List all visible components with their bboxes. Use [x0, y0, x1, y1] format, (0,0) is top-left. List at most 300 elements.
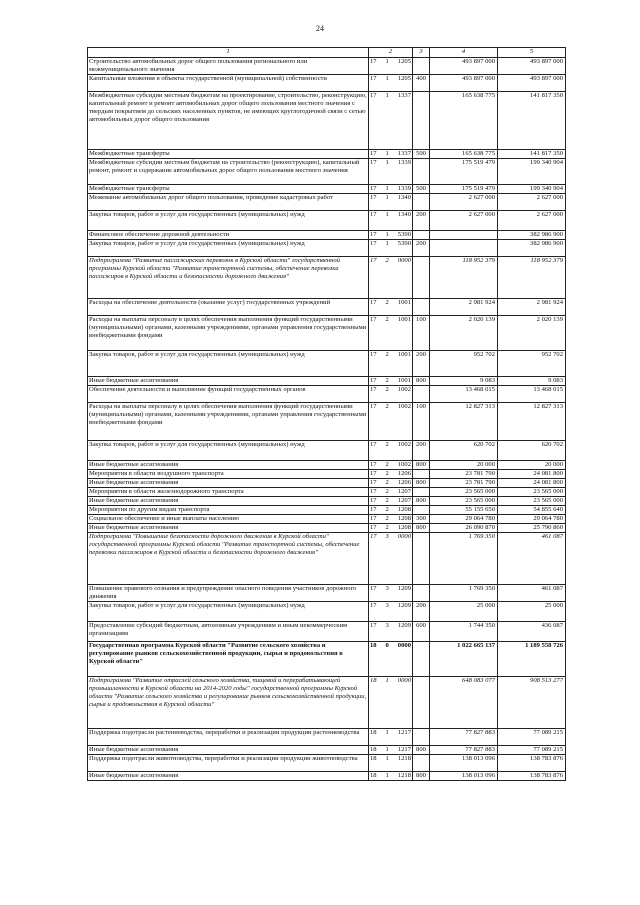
code-subprogram: 1 — [385, 746, 389, 753]
row-amount-year2: 12 827 313 — [498, 403, 566, 441]
row-amount-year1: 493 897 000 — [430, 58, 498, 75]
row-amount-year2: 9 083 — [498, 377, 566, 386]
code-direction: 1217 — [397, 729, 411, 736]
code-direction: 1339 — [397, 159, 411, 166]
table-row — [88, 403, 566, 441]
row-target-code — [369, 746, 413, 755]
code-program: 17 — [370, 377, 377, 384]
code-direction: 1002 — [397, 461, 411, 468]
row-target-code — [369, 772, 413, 781]
row-amount-year2: 138 783 876 — [498, 772, 566, 781]
column-header-4: 4 — [430, 48, 498, 58]
code-subprogram: 2 — [385, 461, 389, 468]
row-target-code — [369, 515, 413, 524]
column-header-1: 1 — [88, 48, 369, 58]
table-row — [88, 194, 566, 211]
row-expense-type: 800 — [413, 377, 430, 386]
table-row — [88, 386, 566, 403]
code-direction: 1207 — [397, 488, 411, 495]
code-subprogram: 3 — [385, 585, 389, 592]
code-subprogram: 1 — [385, 240, 389, 247]
row-amount-year1 — [430, 240, 498, 257]
row-amount-year2: 141 817 350 — [498, 92, 566, 150]
row-expense-type — [413, 257, 430, 299]
row-target-code — [369, 497, 413, 506]
row-amount-year1: 12 827 313 — [430, 403, 498, 441]
code-program: 18 — [370, 755, 377, 762]
code-program: 17 — [370, 585, 377, 592]
row-target-code — [369, 585, 413, 602]
row-name: Иные бюджетные ассигнования — [88, 377, 369, 386]
code-direction: 1218 — [397, 755, 411, 762]
row-name: Мероприятия по другим видам транспорта — [88, 506, 369, 515]
row-name: Мероприятия в области железнодорожного транспорта — [88, 488, 369, 497]
row-name: Закупка товаров, работ и услуг для государственных (муниципальных) нужд — [88, 351, 369, 377]
row-amount-year2: 1 189 558 726 — [498, 642, 566, 677]
row-name: Межбюджетные субсидии местным бюджетам на строительство (реконструкцию), капитальный ремонт, ремонт и содержание автомобильных дорог общего пользования местного значения — [88, 159, 369, 185]
row-name: Расходы на выплаты персоналу в целях обеспечения выполнения функций государственными (муниципальными) органами, казенными учреждениями, органами управления государственными внебюджетными фондами — [88, 316, 369, 351]
code-program: 17 — [370, 602, 377, 609]
row-expense-type: 800 — [413, 746, 430, 755]
code-direction: 1002 — [397, 403, 411, 410]
row-expense-type — [413, 488, 430, 497]
row-amount-year2: 25 790 860 — [498, 524, 566, 533]
code-subprogram: 2 — [385, 470, 389, 477]
page-number: 24 — [316, 24, 324, 33]
code-subprogram: 0 — [385, 642, 389, 649]
table-row — [88, 92, 566, 150]
row-amount-year2: 620 702 — [498, 441, 566, 461]
row-amount-year2: 25 000 — [498, 602, 566, 622]
row-name: Закупка товаров, работ и услуг для государственных (муниципальных) нужд — [88, 240, 369, 257]
code-subprogram: 2 — [385, 257, 389, 264]
row-amount-year1: 77 827 883 — [430, 729, 498, 746]
code-program: 17 — [370, 386, 377, 393]
row-expense-type — [413, 506, 430, 515]
row-target-code — [369, 642, 413, 677]
code-program: 17 — [370, 211, 377, 218]
row-target-code — [369, 403, 413, 441]
code-subprogram: 2 — [385, 497, 389, 504]
table-row — [88, 211, 566, 231]
code-subprogram: 1 — [385, 755, 389, 762]
row-expense-type — [413, 159, 430, 185]
row-target-code — [369, 150, 413, 159]
table-row — [88, 524, 566, 533]
row-amount-year1: 2 981 924 — [430, 299, 498, 316]
row-name: Обеспечение деятельности и выполнение функций государственных органов — [88, 386, 369, 403]
row-expense-type: 200 — [413, 602, 430, 622]
code-direction: 1001 — [397, 316, 411, 323]
row-amount-year2: 382 986 900 — [498, 240, 566, 257]
row-target-code — [369, 159, 413, 185]
code-program: 17 — [370, 240, 377, 247]
row-target-code — [369, 755, 413, 772]
code-program: 17 — [370, 316, 377, 323]
code-program: 17 — [370, 497, 377, 504]
row-name: Подпрограмма "Развитие пассажирских перевозок в Курской области" государственной программы Курской области "Развитие транспортной системы, обеспечение перевозки пассажиров в Курской области и безопасности дорожного движения" — [88, 257, 369, 299]
row-amount-year1: 2 627 000 — [430, 194, 498, 211]
row-expense-type: 800 — [413, 461, 430, 470]
code-direction: 1002 — [397, 441, 411, 448]
code-program: 17 — [370, 231, 377, 238]
row-name: Повышение правового сознания и предупреждение опасного поведения участников дорожного движения — [88, 585, 369, 602]
row-amount-year1: 77 827 883 — [430, 746, 498, 755]
code-direction: 1209 — [397, 602, 411, 609]
row-name: Капитальные вложения в объекты государственной (муниципальной) собственности — [88, 75, 369, 92]
row-amount-year2: 141 817 350 — [498, 150, 566, 159]
table-row — [88, 75, 566, 92]
row-amount-year1: 55 155 650 — [430, 506, 498, 515]
row-amount-year2: 20 000 — [498, 461, 566, 470]
row-amount-year1: 23 781 790 — [430, 470, 498, 479]
row-amount-year1: 20 000 — [430, 461, 498, 470]
table-body — [88, 58, 566, 781]
table-row — [88, 602, 566, 622]
code-direction: 1001 — [397, 351, 411, 358]
code-program: 17 — [370, 351, 377, 358]
row-expense-type — [413, 533, 430, 585]
code-direction: 1209 — [397, 585, 411, 592]
row-expense-type: 200 — [413, 211, 430, 231]
row-target-code — [369, 677, 413, 729]
row-expense-type: 200 — [413, 240, 430, 257]
row-expense-type — [413, 755, 430, 772]
row-expense-type: 400 — [413, 75, 430, 92]
code-subprogram: 1 — [385, 92, 389, 99]
row-amount-year1: 1 769 350 — [430, 533, 498, 585]
code-direction: 1207 — [397, 497, 411, 504]
table-row — [88, 755, 566, 772]
row-amount-year2: 23 565 000 — [498, 497, 566, 506]
row-amount-year1: 23 565 000 — [430, 488, 498, 497]
row-amount-year2: 23 565 000 — [498, 488, 566, 497]
row-amount-year1: 620 702 — [430, 441, 498, 461]
row-name: Межевание автомобильных дорог общего пользования, проведение кадастровых работ — [88, 194, 369, 211]
code-subprogram: 1 — [385, 150, 389, 157]
table-row — [88, 441, 566, 461]
table-row — [88, 746, 566, 755]
table-row — [88, 642, 566, 677]
row-amount-year1: 26 090 870 — [430, 524, 498, 533]
code-subprogram: 1 — [385, 194, 389, 201]
code-program: 17 — [370, 92, 377, 99]
row-target-code — [369, 488, 413, 497]
table-row — [88, 772, 566, 781]
code-subprogram: 2 — [385, 479, 389, 486]
code-subprogram: 1 — [385, 677, 389, 684]
code-program: 17 — [370, 441, 377, 448]
code-direction: 1217 — [397, 746, 411, 753]
row-expense-type: 800 — [413, 479, 430, 488]
code-direction: 1206 — [397, 479, 411, 486]
row-amount-year2: 2 981 924 — [498, 299, 566, 316]
row-amount-year1: 165 638 775 — [430, 150, 498, 159]
code-subprogram: 2 — [385, 316, 389, 323]
code-subprogram: 1 — [385, 772, 389, 779]
code-program: 18 — [370, 772, 377, 779]
row-expense-type: 300 — [413, 515, 430, 524]
column-header-5: 5 — [498, 48, 566, 58]
row-amount-year2: 138 783 876 — [498, 755, 566, 772]
row-name: Межбюджетные субсидии местным бюджетам на проектирование, строительство, реконструкцию, капитальный ремонт и ремонт автомобильных дорог общего пользования местного значения с твердым покрытием до сельских населенных пунктов, не имеющих круглогодичной связи с сетью автомобильных дорог общего пользования — [88, 92, 369, 150]
row-expense-type — [413, 194, 430, 211]
row-expense-type — [413, 58, 430, 75]
row-expense-type — [413, 677, 430, 729]
code-subprogram: 1 — [385, 231, 389, 238]
row-amount-year1: 175 519 479 — [430, 159, 498, 185]
row-name: Поддержка подотрасли животноводства, переработки и реализации продукции животноводства — [88, 755, 369, 772]
code-direction: 1208 — [397, 506, 411, 513]
row-amount-year2: 77 089 215 — [498, 746, 566, 755]
code-program: 17 — [370, 488, 377, 495]
row-name: Государственная программа Курской области "Развитие сельского хозяйства и регулирование рынков сельскохозяйственной продукции, сырья и продовольствия в Курской области" — [88, 642, 369, 677]
code-direction: 5390 — [397, 240, 411, 247]
row-target-code — [369, 231, 413, 240]
column-header-row — [88, 48, 566, 58]
code-direction: 0000 — [397, 642, 411, 649]
row-amount-year1: 23 781 790 — [430, 479, 498, 488]
row-name: Поддержка подотрасли растениеводства, переработки и реализации продукции растениеводства — [88, 729, 369, 746]
table-row — [88, 515, 566, 524]
row-name: Межбюджетные трансферты — [88, 185, 369, 194]
table-row — [88, 240, 566, 257]
row-name: Расходы на выплаты персоналу в целях обеспечения выполнения функций государственными (муниципальными) органами, казенными учреждениями, органами управления государственными внебюджетными фондами — [88, 403, 369, 441]
row-amount-year2: 382 986 900 — [498, 231, 566, 240]
row-target-code — [369, 75, 413, 92]
row-target-code — [369, 729, 413, 746]
row-amount-year1: 13 468 015 — [430, 386, 498, 403]
code-subprogram: 2 — [385, 386, 389, 393]
row-expense-type: 800 — [413, 772, 430, 781]
row-expense-type: 800 — [413, 524, 430, 533]
code-program: 17 — [370, 194, 377, 201]
row-expense-type — [413, 470, 430, 479]
row-target-code — [369, 211, 413, 231]
column-header-2: 2 — [369, 48, 413, 58]
code-direction: 1205 — [397, 75, 411, 82]
table-row — [88, 461, 566, 470]
row-expense-type: 200 — [413, 351, 430, 377]
code-subprogram: 2 — [385, 515, 389, 522]
row-name: Социальное обеспечение и иные выплаты населению — [88, 515, 369, 524]
row-amount-year1: 1 744 350 — [430, 622, 498, 642]
row-name: Закупка товаров, работ и услуг для государственных (муниципальных) нужд — [88, 211, 369, 231]
row-expense-type: 500 — [413, 150, 430, 159]
code-program: 17 — [370, 75, 377, 82]
row-amount-year1: 138 013 096 — [430, 755, 498, 772]
code-program: 17 — [370, 506, 377, 513]
row-name: Строительство автомобильных дорог общего пользования регионального или межмуниципального значения — [88, 58, 369, 75]
code-direction: 0000 — [397, 257, 411, 264]
code-program: 18 — [370, 642, 377, 649]
table-row — [88, 479, 566, 488]
row-amount-year2: 2 627 000 — [498, 194, 566, 211]
row-target-code — [369, 92, 413, 150]
code-subprogram: 3 — [385, 533, 389, 540]
row-target-code — [369, 479, 413, 488]
row-name: Финансовое обеспечение дорожной деятельности — [88, 231, 369, 240]
row-amount-year1: 23 565 000 — [430, 497, 498, 506]
row-amount-year2: 493 897 000 — [498, 75, 566, 92]
row-expense-type: 100 — [413, 316, 430, 351]
row-amount-year1: 1 769 350 — [430, 585, 498, 602]
code-subprogram: 2 — [385, 377, 389, 384]
row-name: Иные бюджетные ассигнования — [88, 524, 369, 533]
code-program: 17 — [370, 461, 377, 468]
row-target-code — [369, 461, 413, 470]
code-direction: 1001 — [397, 299, 411, 306]
row-expense-type: 100 — [413, 403, 430, 441]
code-program: 17 — [370, 622, 377, 629]
code-direction: 1337 — [397, 92, 411, 99]
row-name: Иные бюджетные ассигнования — [88, 461, 369, 470]
row-amount-year2: 2 020 139 — [498, 316, 566, 351]
code-direction: 0000 — [397, 533, 411, 540]
code-program: 17 — [370, 58, 377, 65]
table-row — [88, 231, 566, 240]
row-amount-year2: 436 087 — [498, 622, 566, 642]
row-target-code — [369, 299, 413, 316]
row-target-code — [369, 441, 413, 461]
row-amount-year1: 118 952 379 — [430, 257, 498, 299]
row-amount-year2: 13 468 015 — [498, 386, 566, 403]
row-expense-type — [413, 231, 430, 240]
row-amount-year1: 648 083 077 — [430, 677, 498, 729]
row-expense-type — [413, 92, 430, 150]
table-row — [88, 729, 566, 746]
code-program: 17 — [370, 470, 377, 477]
row-amount-year2: 493 897 000 — [498, 58, 566, 75]
code-direction: 1209 — [397, 622, 411, 629]
code-program: 17 — [370, 524, 377, 531]
code-program: 18 — [370, 729, 377, 736]
column-header-3: 3 — [413, 48, 430, 58]
code-program: 17 — [370, 299, 377, 306]
code-direction: 1001 — [397, 377, 411, 384]
budget-table — [87, 47, 566, 781]
table-row — [88, 677, 566, 729]
code-subprogram: 1 — [385, 75, 389, 82]
row-name: Мероприятия в области воздушного транспорта — [88, 470, 369, 479]
code-subprogram: 2 — [385, 441, 389, 448]
row-name: Иные бюджетные ассигнования — [88, 479, 369, 488]
code-subprogram: 1 — [385, 729, 389, 736]
code-direction: 1340 — [397, 194, 411, 201]
row-target-code — [369, 185, 413, 194]
code-direction: 0000 — [397, 677, 411, 684]
row-target-code — [369, 622, 413, 642]
row-amount-year1: 138 013 096 — [430, 772, 498, 781]
table-row — [88, 533, 566, 585]
table-row — [88, 488, 566, 497]
row-name: Закупка товаров, работ и услуг для государственных (муниципальных) нужд — [88, 441, 369, 461]
row-name: Межбюджетные трансферты — [88, 150, 369, 159]
code-subprogram: 2 — [385, 403, 389, 410]
row-expense-type — [413, 299, 430, 316]
row-expense-type: 800 — [413, 497, 430, 506]
code-program: 17 — [370, 159, 377, 166]
table-row — [88, 150, 566, 159]
row-target-code — [369, 351, 413, 377]
row-amount-year1: 1 022 665 137 — [430, 642, 498, 677]
row-amount-year1: 25 000 — [430, 602, 498, 622]
code-direction: 1206 — [397, 470, 411, 477]
code-program: 17 — [370, 257, 377, 264]
code-direction: 1337 — [397, 150, 411, 157]
row-expense-type — [413, 642, 430, 677]
row-target-code — [369, 602, 413, 622]
row-target-code — [369, 506, 413, 515]
code-subprogram: 2 — [385, 488, 389, 495]
row-target-code — [369, 194, 413, 211]
table-row — [88, 58, 566, 75]
row-amount-year1: 29 064 780 — [430, 515, 498, 524]
code-direction: 1340 — [397, 211, 411, 218]
row-target-code — [369, 316, 413, 351]
code-direction: 1208 — [397, 515, 411, 522]
row-amount-year2: 29 064 780 — [498, 515, 566, 524]
code-direction: 1205 — [397, 58, 411, 65]
row-name: Иные бюджетные ассигнования — [88, 772, 369, 781]
row-amount-year1: 493 897 000 — [430, 75, 498, 92]
row-expense-type: 600 — [413, 622, 430, 642]
table-row — [88, 377, 566, 386]
code-subprogram: 3 — [385, 602, 389, 609]
row-amount-year2: 199 340 904 — [498, 159, 566, 185]
row-amount-year2: 461 087 — [498, 585, 566, 602]
row-target-code — [369, 377, 413, 386]
row-target-code — [369, 386, 413, 403]
code-direction: 5390 — [397, 231, 411, 238]
row-amount-year2: 118 952 379 — [498, 257, 566, 299]
row-target-code — [369, 533, 413, 585]
code-subprogram: 1 — [385, 211, 389, 218]
code-program: 18 — [370, 746, 377, 753]
table-row — [88, 185, 566, 194]
row-amount-year1: 9 083 — [430, 377, 498, 386]
row-name: Закупка товаров, работ и услуг для государственных (муниципальных) нужд — [88, 602, 369, 622]
row-amount-year1: 952 702 — [430, 351, 498, 377]
table-row — [88, 497, 566, 506]
row-expense-type — [413, 585, 430, 602]
table-row — [88, 159, 566, 185]
code-direction: 1218 — [397, 772, 411, 779]
code-program: 17 — [370, 185, 377, 192]
table-row — [88, 470, 566, 479]
code-direction: 1208 — [397, 524, 411, 531]
code-program: 17 — [370, 515, 377, 522]
table-row — [88, 506, 566, 515]
row-expense-type: 200 — [413, 441, 430, 461]
table-row — [88, 585, 566, 602]
row-amount-year2: 461 087 — [498, 533, 566, 585]
row-target-code — [369, 470, 413, 479]
code-subprogram: 2 — [385, 299, 389, 306]
row-amount-year2: 199 340 904 — [498, 185, 566, 194]
code-subprogram: 1 — [385, 159, 389, 166]
code-subprogram: 2 — [385, 506, 389, 513]
row-expense-type — [413, 386, 430, 403]
row-amount-year1: 165 638 775 — [430, 92, 498, 150]
code-subprogram: 1 — [385, 58, 389, 65]
row-name: Расходы на обеспечение деятельности (оказание услуг) государственных учреждений — [88, 299, 369, 316]
table-row — [88, 622, 566, 642]
code-program: 17 — [370, 150, 377, 157]
row-name: Подпрограмма "Повышение безопасности дорожного движения в Курской области" государственной программы Курской области "Развитие транспортной системы, обеспечение перевозки пассажиров в Курской области и безопасности дорожного движения" — [88, 533, 369, 585]
code-subprogram: 2 — [385, 351, 389, 358]
table-row — [88, 351, 566, 377]
